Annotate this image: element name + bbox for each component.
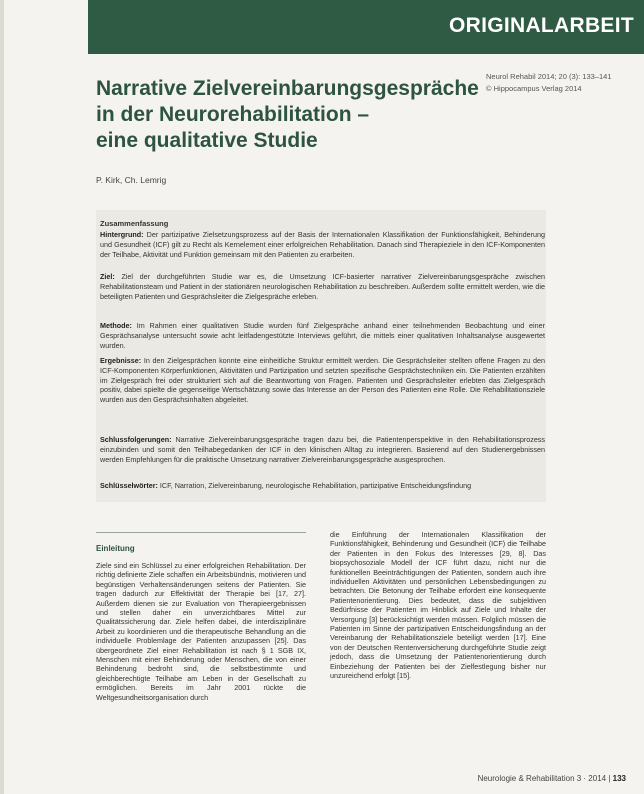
abstract-label: Methode: — [100, 321, 132, 330]
abstract-label: Schlussfolgerungen: — [100, 435, 172, 444]
title-line: Narrative Zielvereinbarungsgespräche — [96, 77, 479, 100]
abstract-text: In den Zielgesprächen konnte eine einheitliche Struktur ermittelt werden. Die Gesprächsleiter stellten offene Fragen zu den ICF-Komponenten Körperfunktionen, Aktivitäten und Partizipation und setzten spezifische Gesprächstechniken ein. Die Patienten erzählten im Zielgespräch frei oder strukturiert sich auf die Beantwortung von Fragen. Patienten und Gesprächsleiter erlebten das Zielgespräch positiv, dabei spielte die gegenseitige Wertschätzung sowie das Interesse an der Person des Patienten eine Rolle. Die Rehabilitationsziele wurden aus den Gesprächsinhalten abgeleitet. — [100, 356, 545, 405]
column-divider-left — [96, 532, 306, 533]
page-number: 133 — [612, 774, 626, 783]
abstract-keywords — [100, 481, 545, 491]
abstract-label: Hintergrund: — [100, 230, 144, 239]
publication-info — [486, 71, 636, 95]
body-column-right: die Einführung der Internationalen Klassifikation der Funktionsfähigkeit, Behinderung und Gesundheit (ICF) die Teilhabe der Patienten in den Fokus des Interesses [29, 8]. Das biopsychosoziale Modell der ICF führt dazu, nicht nur die funktionellen Beeinträchtigungen der Patienten, sondern auch ihre individuellen Aktivitäten und persönlichen Lebensbedingungen zu betrachten. Die Betonung der Teilhabe erfordert eine konsequente Patientenorientierung. Dies bedeutet, dass die subjektiven Bedürfnisse der Patienten im Hinblick auf Ziele und Inhalte der Versorgung [3] berücksichtigt werden müssen. Folglich müssen die Patienten im Sinne der partizipativen Entscheidungsfindung an der Vereinbarung der Rehabilitationsziele beteiligt werden [17]. Eine von der Deutschen Rentenversicherung durchgeführte Studie zeigt jedoch, dass die Umsetzung der Patientenorientierung durch Einbeziehung der Patienten bei der Zielfestlegung bisher nur unzureichend erfolgt [15]. — [330, 530, 546, 681]
abstract-label: Ergebnisse: — [100, 356, 142, 365]
abstract-conclusions — [100, 435, 545, 464]
abstract-aim — [100, 272, 545, 301]
abstract-label: Schlüsselwörter: — [100, 481, 158, 490]
section-banner — [88, 0, 644, 54]
abstract-background — [100, 230, 545, 259]
title-line: in der Neurorehabilitation – — [96, 103, 370, 126]
abstract-text: Der partizipative Zielsetzungsprozess auf der Basis der Internationalen Klassifikation der Funktionsfähigkeit, Behinderung und Gesundheit (ICF) gilt zu Recht als Kernelement einer erfolgreichen Rehabilitation. Danach sind Therapieziele in den ICF-Komponenten der Teilhabe, Aktivität und Funktion gemeinsam mit den Patienten zu erarbeiten. — [100, 230, 545, 259]
abstract-method — [100, 321, 545, 350]
body-column-left: Ziele sind ein Schlüssel zu einer erfolgreichen Rehabilitation. Der richtig definierte Ziele schaffen ein Arbeitsbündnis, motivieren und begünstigen Verhaltensänderungen seitens der Patienten. Sie tragen dadurch zur Effektivität der Therapie bei [17, 27]. Außerdem dienen sie zur Evaluation von Therapieergebnissen und stellen daher ein unverzichtbares Mittel zur Qualitätssicherung dar. Ziele helfen dabei, die interdisziplinäre Arbeit zu koordinieren und die therapeutische Behandlung an die individuelle Problemlage der Patienten anzupassen [25]. Das übergeordnete Ziel einer Rehabilitation ist nach § 1 SGB IX, Menschen mit einer Behinderung oder Menschen, die von einer Behinderung bedroht sind, die selbstbestimmte und gleichberechtigte Teilhabe am Leben in der Gesellschaft zu ermöglichen. Bereits im Jahr 2001 rückte die Weltgesundheitsorganisation durch — [96, 561, 306, 702]
publisher: © Hippocampus Verlag 2014 — [486, 84, 582, 93]
title-line: eine qualitative Studie — [96, 129, 318, 152]
authors: P. Kirk, Ch. Lemrig — [96, 175, 167, 185]
abstract-heading: Zusammenfassung — [100, 219, 169, 228]
abstract-text: Narrative Zielvereinbarungsgespräche tragen dazu bei, die Patientenperspektive in den Rehabilitationsprozess einzubinden und somit den Teilhabegedanken der ICF in den klinischen Alltag zu integrieren. Basierend auf den Studienergebnissen werden Empfehlungen für die praktische Umsetzung narrativer Zielvereinbarungsgespräche ausgesprochen. — [100, 435, 545, 464]
footer-journal: Neurologie & Rehabilitation 3 · 2014 — [477, 774, 607, 783]
journal-reference: Neurol Rehabil 2014; 20 (3): 133–141 — [486, 72, 612, 81]
banner-label: ORIGINALARBEIT — [448, 14, 634, 37]
footer-separator: | — [608, 774, 613, 783]
abstract-results — [100, 356, 545, 405]
abstract-text: Ziel der durchgeführten Studie war es, die Umsetzung ICF-basierter narrativer Zielvereinbarungsgespräche zwischen Rehabilitationsteam und Patient in der stationären neurologischen Rehabilitation zu beschreiben. Außerdem sollte ermittelt werden, wie die beteiligten Patienten und Gesprächsleiter die Zielgespräche erleben. — [100, 272, 545, 301]
article-title — [96, 76, 479, 154]
section-heading: Einleitung — [96, 544, 135, 553]
abstract-label: Ziel: — [100, 272, 115, 281]
page-footer — [478, 774, 626, 783]
abstract-text: Im Rahmen einer qualitativen Studie wurden fünf Zielgespräche anhand einer teilnehmenden Beobachtung und einer Gesprächsanalyse untersucht sowie acht leitfadengestützte Interviews geführt, die mittels einer qualitativen Inhaltsanalyse ausgewertet wurden. — [100, 321, 545, 350]
page-edge — [0, 0, 4, 794]
abstract-text: ICF, Narration, Zielvereinbarung, neurologische Rehabilitation, partizipative Entscheidungsfindung — [159, 481, 472, 490]
